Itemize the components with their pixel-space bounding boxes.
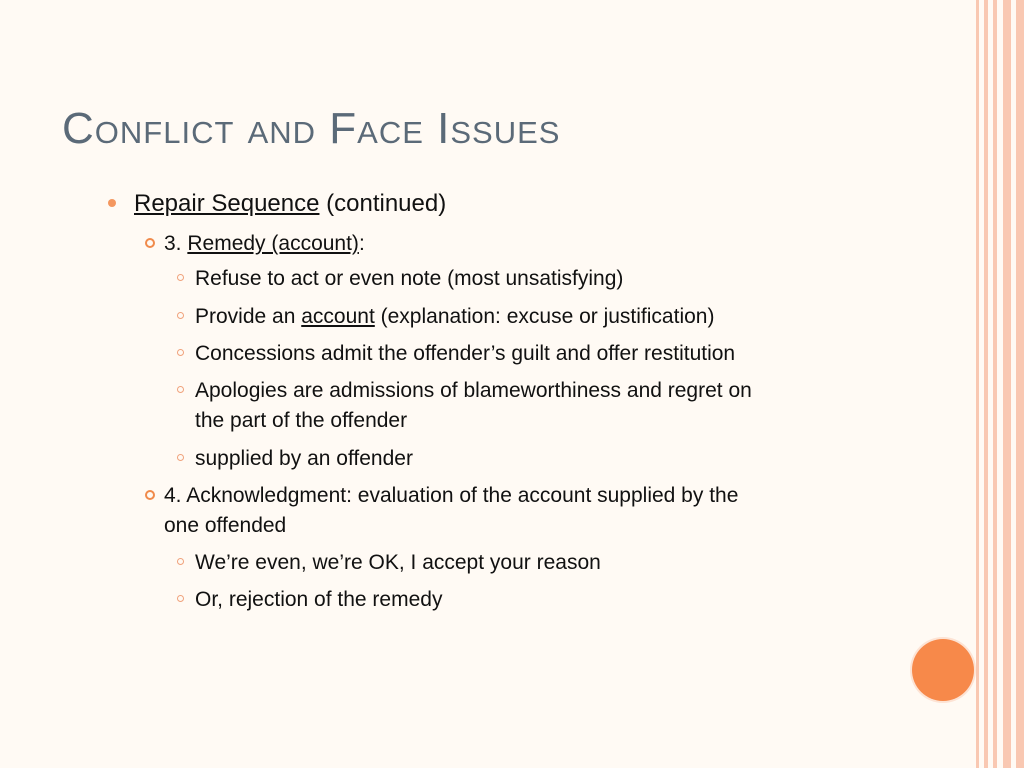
- stripe: [976, 0, 979, 768]
- stripe: [993, 0, 997, 768]
- small-ring-bullet-icon: [177, 454, 184, 461]
- provide-suffix: (explanation: excuse or justification): [374, 305, 715, 328]
- remedy-suffix: :: [358, 232, 365, 255]
- remedy-prefix: 3.: [164, 232, 188, 255]
- ring-bullet-icon: [145, 490, 155, 500]
- stripe: [984, 0, 988, 768]
- decorative-orange-circle: [912, 639, 974, 701]
- item-apologies-line1: Apologies are admissions of blameworthiness and regret on: [195, 379, 752, 402]
- small-ring-bullet-icon: [177, 274, 184, 281]
- repair-sequence-label: Repair Sequence: [134, 190, 320, 217]
- continued-text: (continued): [319, 190, 447, 217]
- item-apologies-line2: the part of the offender: [195, 409, 408, 432]
- small-ring-bullet-icon: [177, 349, 184, 356]
- item-refuse: Refuse to act or even note (most unsatisfying): [195, 267, 624, 290]
- bullet-repair-sequence: [134, 192, 446, 216]
- bullet-icon: [108, 199, 116, 207]
- bullet-acknowledgment-line1: 4. Acknowledgment: evaluation of the account supplied by the: [164, 484, 739, 507]
- remedy-label: Remedy (account): [187, 232, 359, 255]
- decorative-stripes: [976, 0, 1024, 768]
- provide-prefix: Provide an: [195, 305, 302, 328]
- account-term: account: [301, 305, 375, 328]
- item-rejection: Or, rejection of the remedy: [195, 588, 443, 611]
- bullet-acknowledgment-line2: one offended: [164, 514, 287, 537]
- small-ring-bullet-icon: [177, 312, 184, 319]
- item-concessions: Concessions admit the offender’s guilt and offer restitution: [195, 342, 736, 365]
- small-ring-bullet-icon: [177, 595, 184, 602]
- stripe: [1016, 0, 1024, 768]
- bullet-remedy: [164, 233, 365, 254]
- ring-bullet-icon: [145, 238, 155, 248]
- small-ring-bullet-icon: [177, 558, 184, 565]
- item-supplied: supplied by an offender: [195, 447, 413, 470]
- item-provide-account: [195, 306, 714, 327]
- small-ring-bullet-icon: [177, 386, 184, 393]
- slide-title: Conflict and Face Issues: [62, 104, 561, 153]
- item-even: We’re even, we’re OK, I accept your reason: [195, 551, 601, 574]
- stripe: [1003, 0, 1011, 768]
